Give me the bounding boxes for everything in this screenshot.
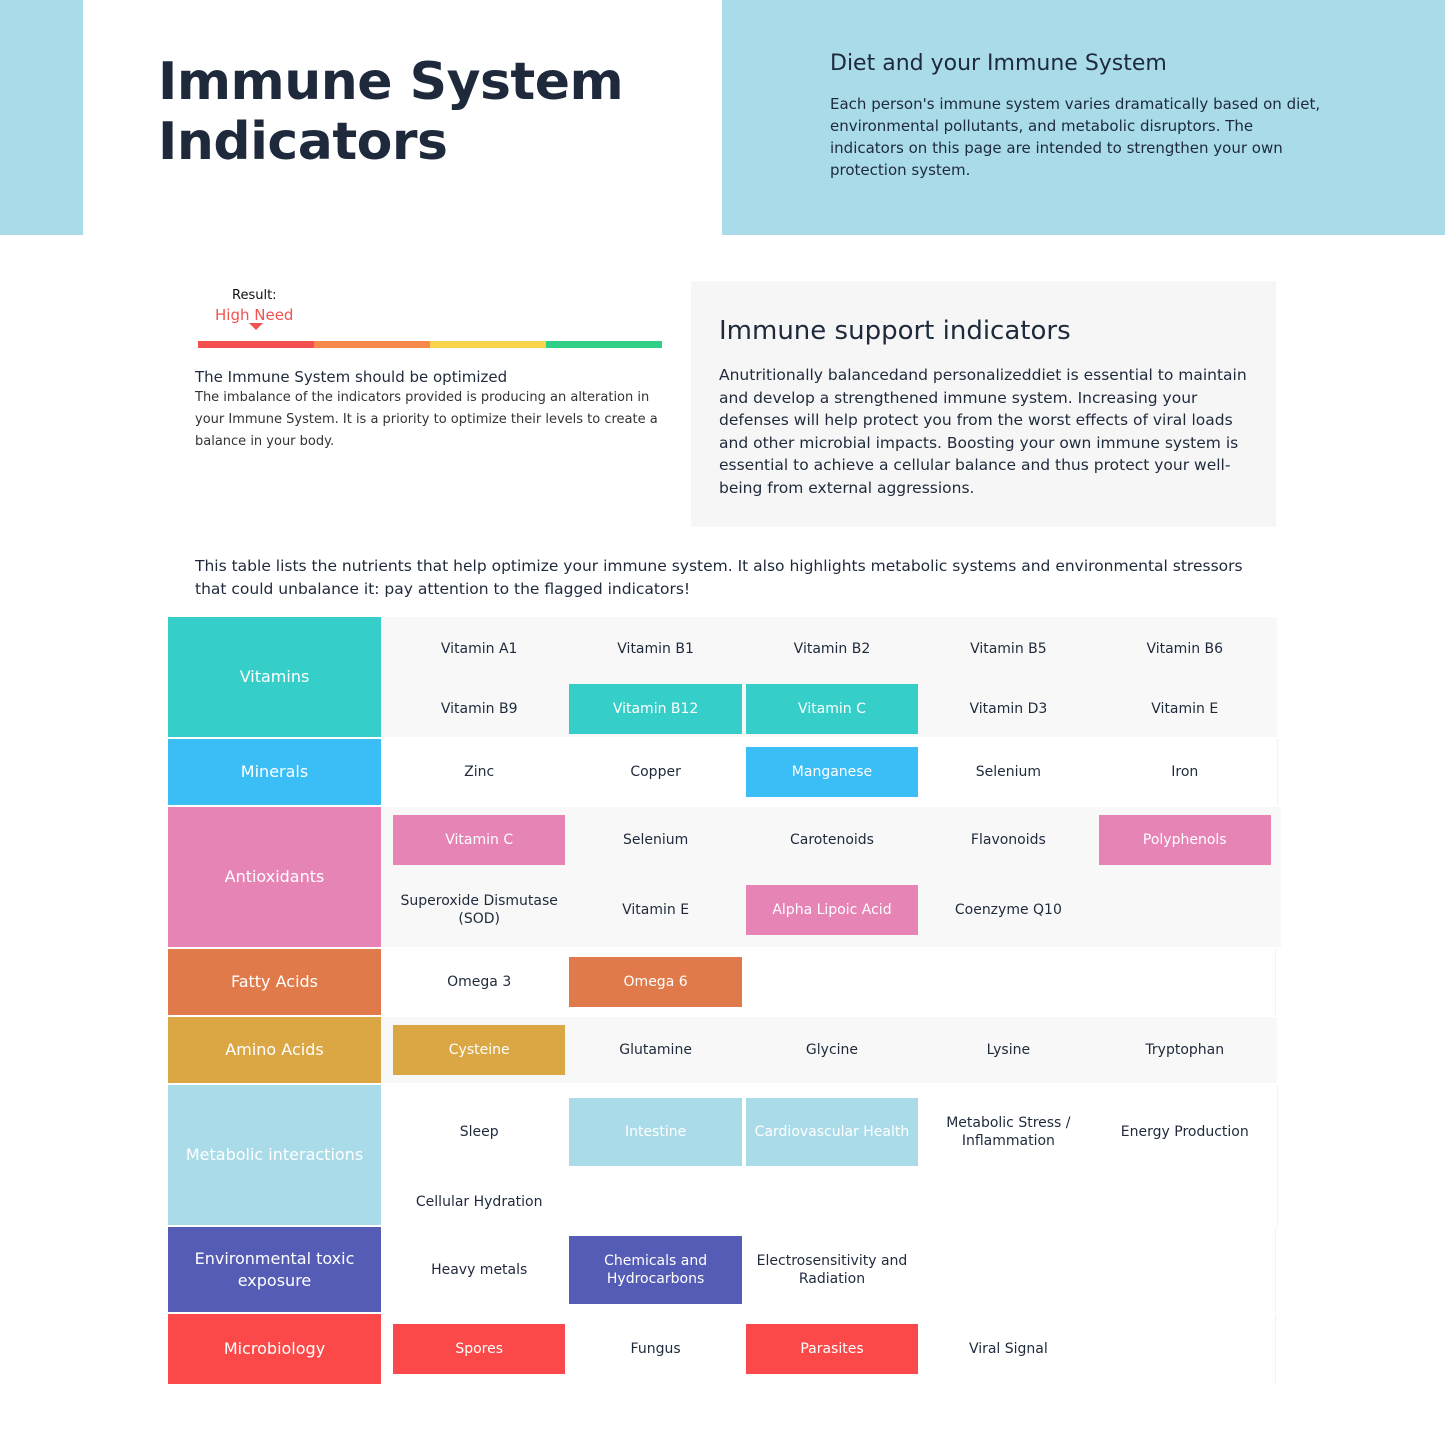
flagged-indicator: Spores [393, 1324, 565, 1374]
table-row [168, 949, 1276, 1017]
flagged-indicator: Vitamin C [393, 815, 565, 865]
indicator: Selenium [622, 832, 689, 848]
header-accent-strip [0, 0, 83, 235]
flagged-indicator: Vitamin C [746, 684, 918, 734]
indicator: Cellular Hydration [415, 1194, 543, 1210]
flagged-indicator: Alpha Lipoic Acid [746, 885, 918, 935]
indicator: Vitamin B2 [793, 640, 871, 657]
items-row [393, 1085, 1271, 1179]
category-items [381, 1227, 1276, 1312]
summary-title: The Immune System should be optimized [195, 368, 508, 386]
flagged-indicator: Omega 6 [569, 957, 741, 1007]
flagged-indicator: Cysteine [393, 1025, 565, 1075]
gauge-segment-optimal [546, 341, 662, 348]
page-title: Immune System Indicators [158, 52, 624, 172]
flagged-indicator: Chemicals and Hydrocarbons [569, 1236, 741, 1304]
category-label: Microbiology [168, 1314, 381, 1384]
table-row [168, 1314, 1276, 1386]
items-row [393, 1017, 1271, 1083]
result-value: High Need [215, 306, 294, 324]
items-row [393, 949, 1269, 1015]
support-title: Immune support indicators [719, 316, 1071, 346]
items-row [393, 1227, 1269, 1312]
items-row [393, 807, 1275, 873]
indicator: Lysine [986, 1042, 1031, 1058]
table-intro: This table lists the nutrients that help optimize your immune system. It also highlights metabolic systems and environmental stressors that could unbalance it: pay attention to the flagged indicators! [195, 557, 1243, 598]
category-items [381, 739, 1278, 805]
indicator: Metabolic Stress / Inflammation [946, 1115, 1071, 1149]
flagged-indicator: Vitamin B12 [569, 684, 741, 734]
result-label: Result: [232, 288, 277, 303]
nutrient-table [168, 617, 1276, 1386]
indicator: Viral Signal [968, 1341, 1048, 1357]
items-row [393, 680, 1271, 737]
indicator: Superoxide Dismutase (SOD) [400, 893, 558, 927]
gauge-segment-low [430, 341, 546, 348]
indicator: Selenium [975, 764, 1041, 780]
items-row [393, 617, 1271, 680]
category-items [381, 1314, 1276, 1384]
indicator: Glycine [805, 1042, 859, 1058]
category-label: Metabolic interactions [168, 1085, 381, 1225]
category-label: Amino Acids [168, 1017, 381, 1083]
indicator: Vitamin B6 [1146, 640, 1224, 657]
items-row [393, 739, 1271, 805]
indicator: Vitamin E [622, 902, 690, 918]
items-row [393, 873, 1275, 947]
table-row [168, 739, 1276, 807]
summary-text: The imbalance of the indicators provided is producing an alteration in your Immune System. It is a priority to optimize their levels to create a balance in your body. [195, 390, 658, 449]
indicator: Sleep [459, 1124, 499, 1140]
category-items [381, 949, 1276, 1015]
flagged-indicator: Parasites [746, 1324, 918, 1374]
table-row [168, 1085, 1276, 1227]
indicator: Electrosensitivity and Radiation [756, 1252, 908, 1287]
result-gauge [198, 341, 662, 348]
category-label: Vitamins [168, 617, 381, 737]
indicator: Energy Production [1120, 1124, 1249, 1140]
indicator: Iron [1171, 764, 1199, 780]
flagged-indicator: Cardiovascular Health [746, 1098, 918, 1166]
indicator: Zinc [464, 764, 495, 780]
diet-title: Diet and your Immune System [830, 51, 1167, 76]
table-row [168, 1017, 1276, 1085]
items-row [393, 1179, 1271, 1225]
category-items [381, 1085, 1278, 1225]
indicator: Carotenoids [789, 832, 874, 848]
table-row [168, 807, 1276, 949]
table-row [168, 617, 1276, 739]
indicator: Coenzyme Q10 [954, 902, 1062, 918]
items-row [393, 1314, 1269, 1384]
indicator: Heavy metals [431, 1261, 528, 1278]
gauge-segment-high [198, 341, 314, 348]
category-label: Fatty Acids [168, 949, 381, 1015]
result-marker-icon [249, 323, 263, 330]
indicator: Vitamin B9 [440, 700, 518, 717]
indicator: Vitamin B1 [617, 640, 694, 657]
table-row [168, 1227, 1276, 1314]
support-text: Anutritionally balancedand personalizeddiet is essential to maintain and develop a strengthened immune system. Increasing your defenses will help protect you from the worst effects of viral loads and other microbial impacts. Boosting your own immune system is essential to achieve a cellular balance and thus protect your well-being from external aggressions. [719, 366, 1247, 497]
category-items [381, 807, 1281, 947]
category-items [381, 617, 1277, 737]
flagged-indicator: Intestine [569, 1098, 741, 1166]
indicator: Vitamin D3 [969, 700, 1048, 717]
indicator: Copper [630, 764, 681, 780]
indicator: Tryptophan [1145, 1042, 1225, 1058]
indicator: Omega 3 [447, 974, 512, 990]
gauge-segment-moderate [314, 341, 430, 348]
flagged-indicator: Polyphenols [1099, 815, 1271, 865]
category-label: Minerals [168, 739, 381, 805]
category-label: Antioxidants [168, 807, 381, 947]
category-items [381, 1017, 1277, 1083]
indicator: Vitamin E [1151, 700, 1219, 717]
indicator: Vitamin A1 [440, 640, 518, 657]
indicator: Glutamine [619, 1042, 692, 1058]
flagged-indicator: Manganese [746, 747, 918, 797]
diet-description: Each person's immune system varies dramatically based on diet, environmental pollutants, and metabolic disruptors. The indicators on this page are intended to strengthen your own protection system. [830, 95, 1321, 179]
support-panel [691, 281, 1276, 527]
indicator: Flavonoids [970, 832, 1046, 848]
indicator: Vitamin B5 [970, 640, 1047, 657]
indicator: Fungus [630, 1341, 681, 1357]
category-label: Environmental toxic exposure [168, 1227, 381, 1312]
